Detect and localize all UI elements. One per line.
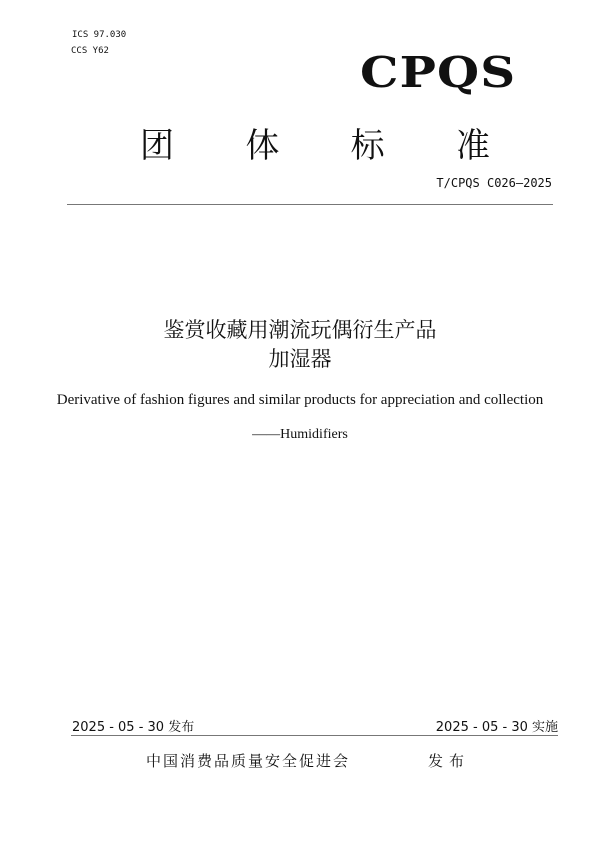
publish-label: 发布 (428, 752, 471, 770)
cpqs-logo: CPQS (360, 48, 517, 97)
ccs-code: CCS Y62 (71, 46, 109, 56)
standard-number: T/CPQS C026—2025 (436, 176, 552, 190)
standard-type-heading (140, 118, 490, 167)
bottom-divider (71, 735, 558, 736)
effective-date: 2025 - 05 - 30 实施 (435, 720, 558, 735)
title-cn-line2: 加湿器 (268, 347, 332, 371)
heading-char: 标 (350, 126, 385, 166)
top-divider (67, 204, 553, 205)
title-en-line1: Derivative of fashion figures and similar products for appreciation and collection (56, 392, 544, 408)
heading-char: 体 (245, 126, 280, 166)
ics-code: ICS 97.030 (72, 30, 127, 40)
publisher: 中国消费品质量安全促进会 (146, 752, 351, 770)
title-cn-line1: 鉴赏收藏用潮流玩偶衍生产品 (163, 318, 437, 342)
issue-date: 2025 - 05 - 30 发布 (72, 720, 195, 735)
heading-char: 准 (455, 126, 490, 166)
title-en-line2: ——Humidifiers (252, 427, 348, 442)
heading-char: 团 (140, 126, 174, 166)
